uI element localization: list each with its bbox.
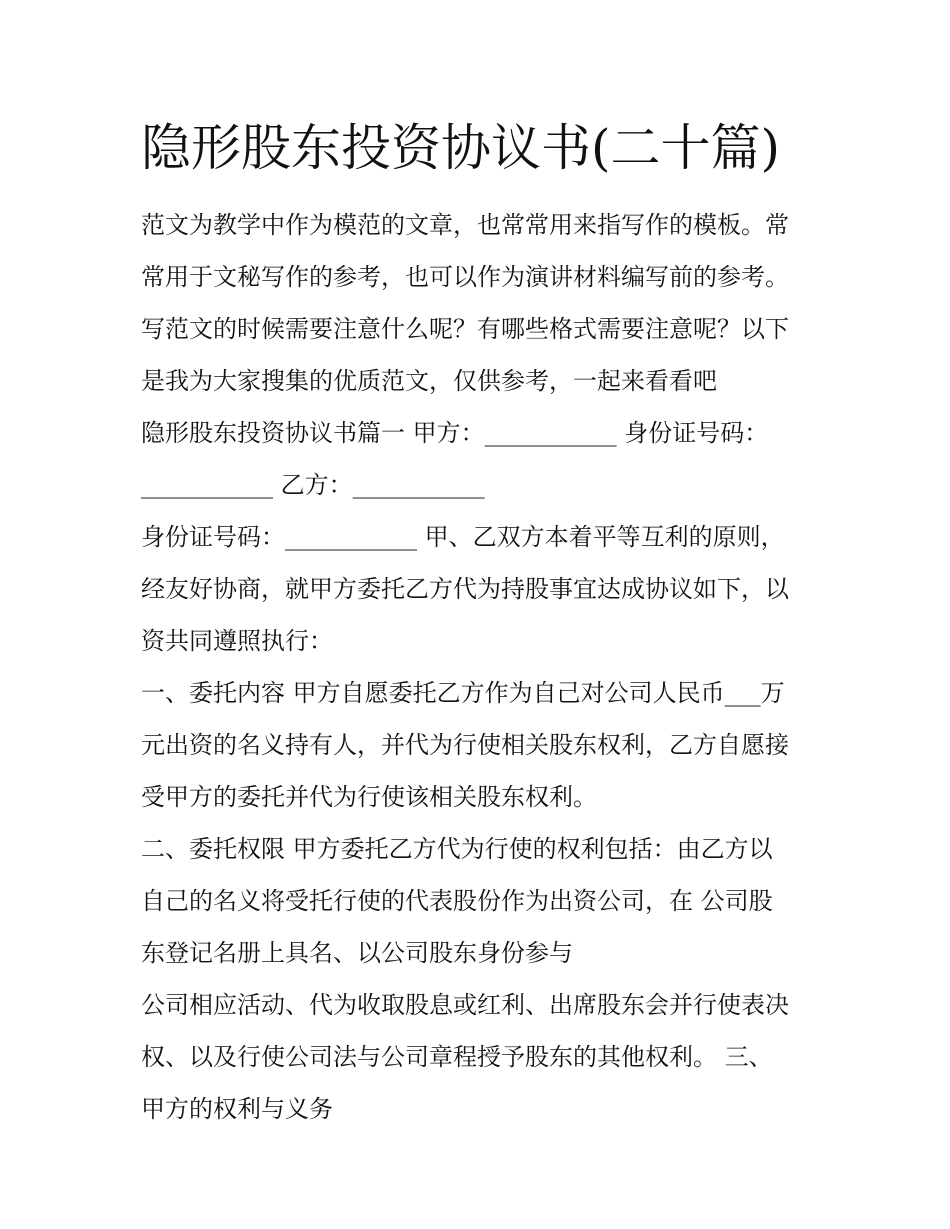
body-line: 是我为大家搜集的优质范文，仅供参考，一起来看看吧 (141, 367, 717, 395)
body-line: 资共同遵照执行： (141, 627, 333, 655)
body-line: 甲方的权利与义务 (141, 1095, 333, 1123)
body-line: 二、委托权限 甲方委托乙方代为行使的权利包括：由乙方以 (141, 835, 773, 863)
document-body (141, 199, 821, 1135)
body-line: 自己的名义将受托行使的代表股份作为出资公司，在 公司股 (141, 887, 773, 915)
document-title: 隐形股东投资协议书(二十篇) (141, 119, 781, 177)
body-line: 东登记名册上具名、以公司股东身份参与 (141, 939, 573, 967)
body-line: 常用于文秘写作的参考，也可以作为演讲材料编写前的参考。 (141, 263, 789, 291)
body-line: 范文为教学中作为模范的文章，也常常用来指写作的模板。常 (141, 211, 789, 239)
body-line: 一、委托内容 甲方自愿委托乙方作为自己对公司人民币___万 (141, 679, 785, 707)
body-line: 元出资的名义持有人，并代为行使相关股东权利，乙方自愿接 (141, 731, 789, 759)
body-line: 写范文的时候需要注意什么呢？有哪些格式需要注意呢？以下 (141, 315, 789, 343)
body-line: 隐形股东投资协议书篇一 甲方：___________ 身份证号码： (141, 419, 769, 447)
body-line: 权、以及行使公司法与公司章程授予股东的其他权利。 三、 (141, 1043, 773, 1071)
body-line: ___________ 乙方：___________ (141, 471, 485, 499)
body-line: 公司相应活动、代为收取股息或红利、出席股东会并行使表决 (141, 991, 789, 1019)
body-line: 经友好协商，就甲方委托乙方代为持股事宜达成协议如下，以 (141, 575, 789, 603)
body-line: 受甲方的委托并代为行使该相关股东权利。 (141, 783, 597, 811)
body-line: 身份证号码：___________ 甲、乙双方本着平等互利的原则， (141, 523, 785, 551)
